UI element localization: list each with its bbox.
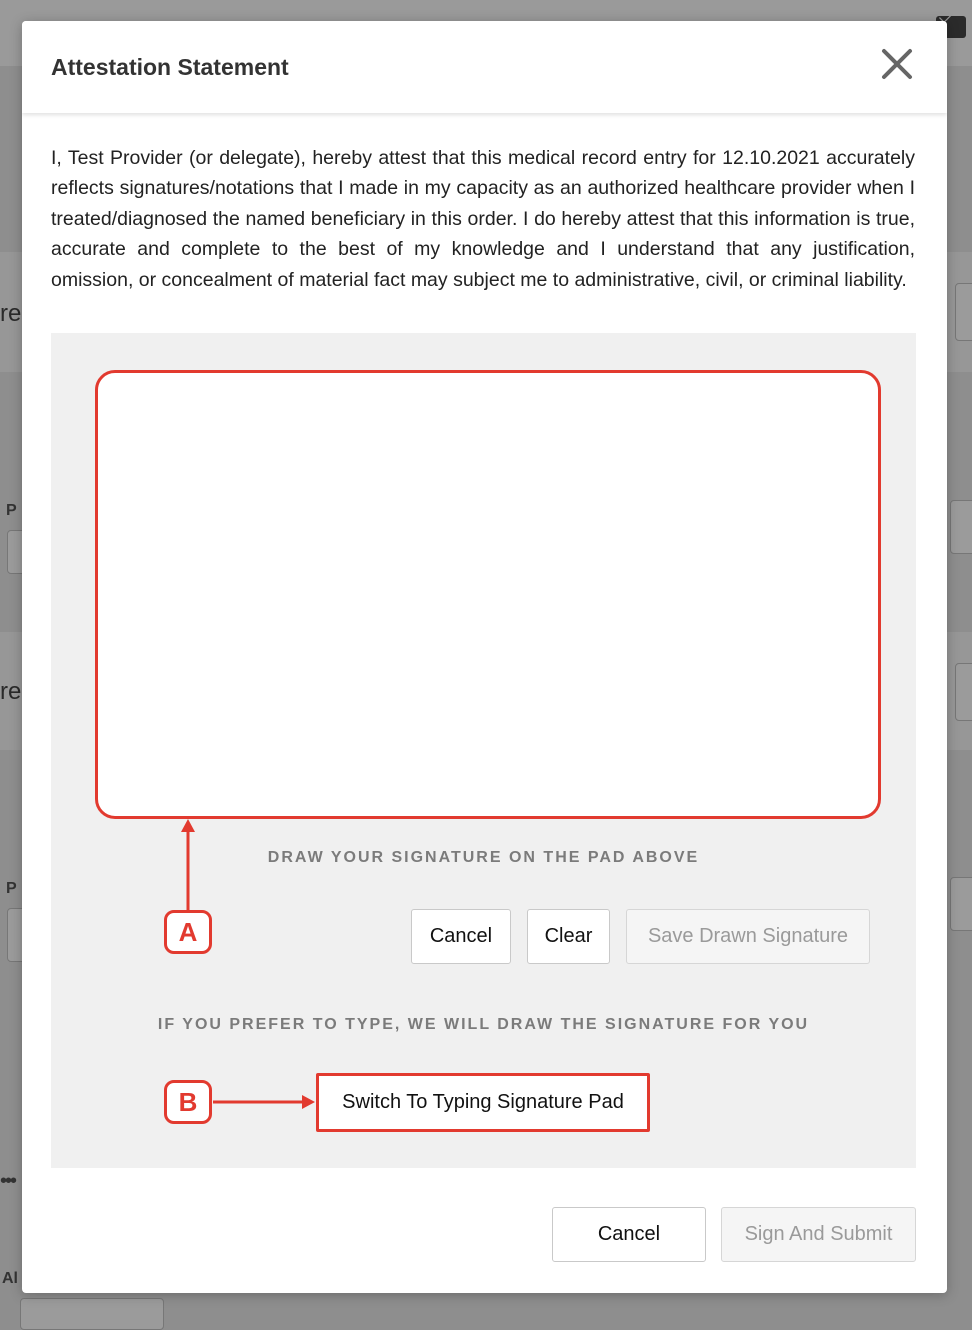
type-hint: IF YOU PREFER TO TYPE, WE WILL DRAW THE SIGNATURE FOR YOU [157, 1016, 810, 1033]
background-input [950, 500, 972, 554]
attestation-modal [22, 21, 947, 1293]
background-input [950, 877, 972, 931]
draw-hint: DRAW YOUR SIGNATURE ON THE PAD ABOVE [267, 849, 700, 866]
background-input [955, 663, 972, 721]
background-label: P [6, 502, 17, 519]
close-button[interactable] [878, 45, 916, 83]
background-text: re [0, 300, 22, 327]
background-label: P [6, 880, 17, 897]
modal-cancel-button[interactable]: Cancel [552, 1207, 706, 1262]
modal-header [22, 21, 947, 113]
annotation-arrows [51, 333, 916, 1168]
modal-title: Attestation Statement [51, 54, 289, 80]
switch-to-typing-button[interactable]: Switch To Typing Signature Pad [316, 1073, 650, 1132]
pad-cancel-button[interactable]: Cancel [411, 909, 511, 964]
clear-button[interactable]: Clear [527, 909, 610, 964]
sign-and-submit-button[interactable]: Sign And Submit [721, 1207, 916, 1262]
background-input [955, 283, 972, 341]
attestation-statement: I, Test Provider (or delegate), hereby attest that this medical record entry for 12.10.2021 accurately reflects signatures/notations that I made in my capacity as an authorized healthcare provider when I treated/diagnosed the named beneficiary in this order. I do hereby attest that this information is true, accurate and complete to the best of my knowledge and I understand that any justification, omission, or concealment of material fact may subject me to administrative, civil, or criminal liability. [51, 147, 915, 291]
close-icon [878, 45, 916, 83]
annotation-marker-b: B [164, 1080, 212, 1124]
background-label: Al [2, 1270, 18, 1287]
background-dots: ••• [0, 1170, 16, 1192]
save-drawn-signature-button[interactable]: Save Drawn Signature [626, 909, 870, 964]
background-text: re [0, 678, 22, 705]
signature-panel [51, 333, 916, 1168]
background-input [20, 1298, 164, 1330]
annotation-marker-a: A [164, 910, 212, 954]
